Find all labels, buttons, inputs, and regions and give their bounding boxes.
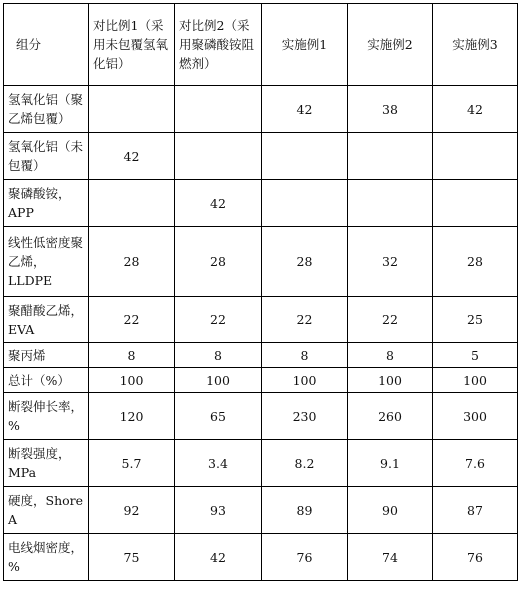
cell-example-1: 230 [262,393,348,440]
row-label: 总计（%） [4,368,89,393]
row-label: 氢氧化铝（聚乙烯包覆） [4,86,89,133]
cell-example-2: 90 [348,487,433,534]
cell-example-1 [262,133,348,180]
data-table-container [3,3,518,581]
cell-example-2: 9.1 [348,440,433,487]
cell-example-1: 100 [262,368,348,393]
cell-example-2: 32 [348,227,433,297]
table-row [4,487,518,534]
cell-example-2: 8 [348,343,433,368]
cell-example-3: 7.6 [433,440,518,487]
cell-example-2: 260 [348,393,433,440]
cell-example-3: 28 [433,227,518,297]
table-row [4,297,518,343]
table-row [4,227,518,297]
cell-comparative-2: 3.4 [175,440,262,487]
row-label: 聚磷酸铵，APP [4,180,89,227]
row-label: 线性低密度聚乙烯，LLDPE [4,227,89,297]
cell-comparative-1: 100 [89,368,175,393]
cell-example-3: 87 [433,487,518,534]
cell-example-3: 100 [433,368,518,393]
header-component: 组分 [4,4,89,86]
cell-comparative-2 [175,86,262,133]
cell-example-2 [348,180,433,227]
table-row [4,534,518,581]
table-row [4,133,518,180]
table-row [4,343,518,368]
cell-comparative-2: 22 [175,297,262,343]
cell-comparative-1: 5.7 [89,440,175,487]
table-row [4,440,518,487]
cell-example-3: 25 [433,297,518,343]
table-row [4,86,518,133]
cell-comparative-2: 65 [175,393,262,440]
cell-example-2: 38 [348,86,433,133]
cell-example-2: 100 [348,368,433,393]
cell-example-3 [433,133,518,180]
cell-comparative-1 [89,180,175,227]
cell-example-2: 22 [348,297,433,343]
row-label: 聚丙烯 [4,343,89,368]
cell-comparative-2 [175,133,262,180]
cell-example-3: 76 [433,534,518,581]
header-example-2: 实施例2 [348,4,433,86]
cell-comparative-1: 8 [89,343,175,368]
table-row [4,180,518,227]
cell-example-3: 300 [433,393,518,440]
header-row [4,4,518,86]
cell-comparative-1 [89,86,175,133]
cell-example-1: 42 [262,86,348,133]
header-example-3: 实施例3 [433,4,518,86]
cell-comparative-1: 75 [89,534,175,581]
cell-comparative-1: 42 [89,133,175,180]
cell-comparative-2: 42 [175,534,262,581]
cell-comparative-2: 28 [175,227,262,297]
row-label: 氢氧化铝（未包覆） [4,133,89,180]
table-row [4,368,518,393]
cell-comparative-2: 100 [175,368,262,393]
cell-example-1: 8.2 [262,440,348,487]
cell-comparative-2: 8 [175,343,262,368]
header-comparative-1: 对比例1（采用未包覆氢氧化铝） [89,4,175,86]
cell-comparative-1: 28 [89,227,175,297]
cell-comparative-1: 22 [89,297,175,343]
cell-comparative-2: 93 [175,487,262,534]
cell-example-1: 89 [262,487,348,534]
cell-example-2 [348,133,433,180]
cell-example-2: 74 [348,534,433,581]
cell-comparative-1: 92 [89,487,175,534]
cell-example-1 [262,180,348,227]
composition-table [3,3,518,581]
row-label: 断裂强度，MPa [4,440,89,487]
cell-comparative-2: 42 [175,180,262,227]
cell-example-3: 5 [433,343,518,368]
cell-example-1: 28 [262,227,348,297]
row-label: 断裂伸长率，% [4,393,89,440]
row-label: 聚醋酸乙烯，EVA [4,297,89,343]
header-example-1: 实施例1 [262,4,348,86]
cell-example-3: 42 [433,86,518,133]
cell-example-1: 22 [262,297,348,343]
row-label: 硬度，Shore A [4,487,89,534]
table-row [4,393,518,440]
cell-comparative-1: 120 [89,393,175,440]
header-comparative-2: 对比例2（采用聚磷酸铵阻燃剂） [175,4,262,86]
cell-example-1: 8 [262,343,348,368]
cell-example-1: 76 [262,534,348,581]
cell-example-3 [433,180,518,227]
row-label: 电线烟密度，% [4,534,89,581]
